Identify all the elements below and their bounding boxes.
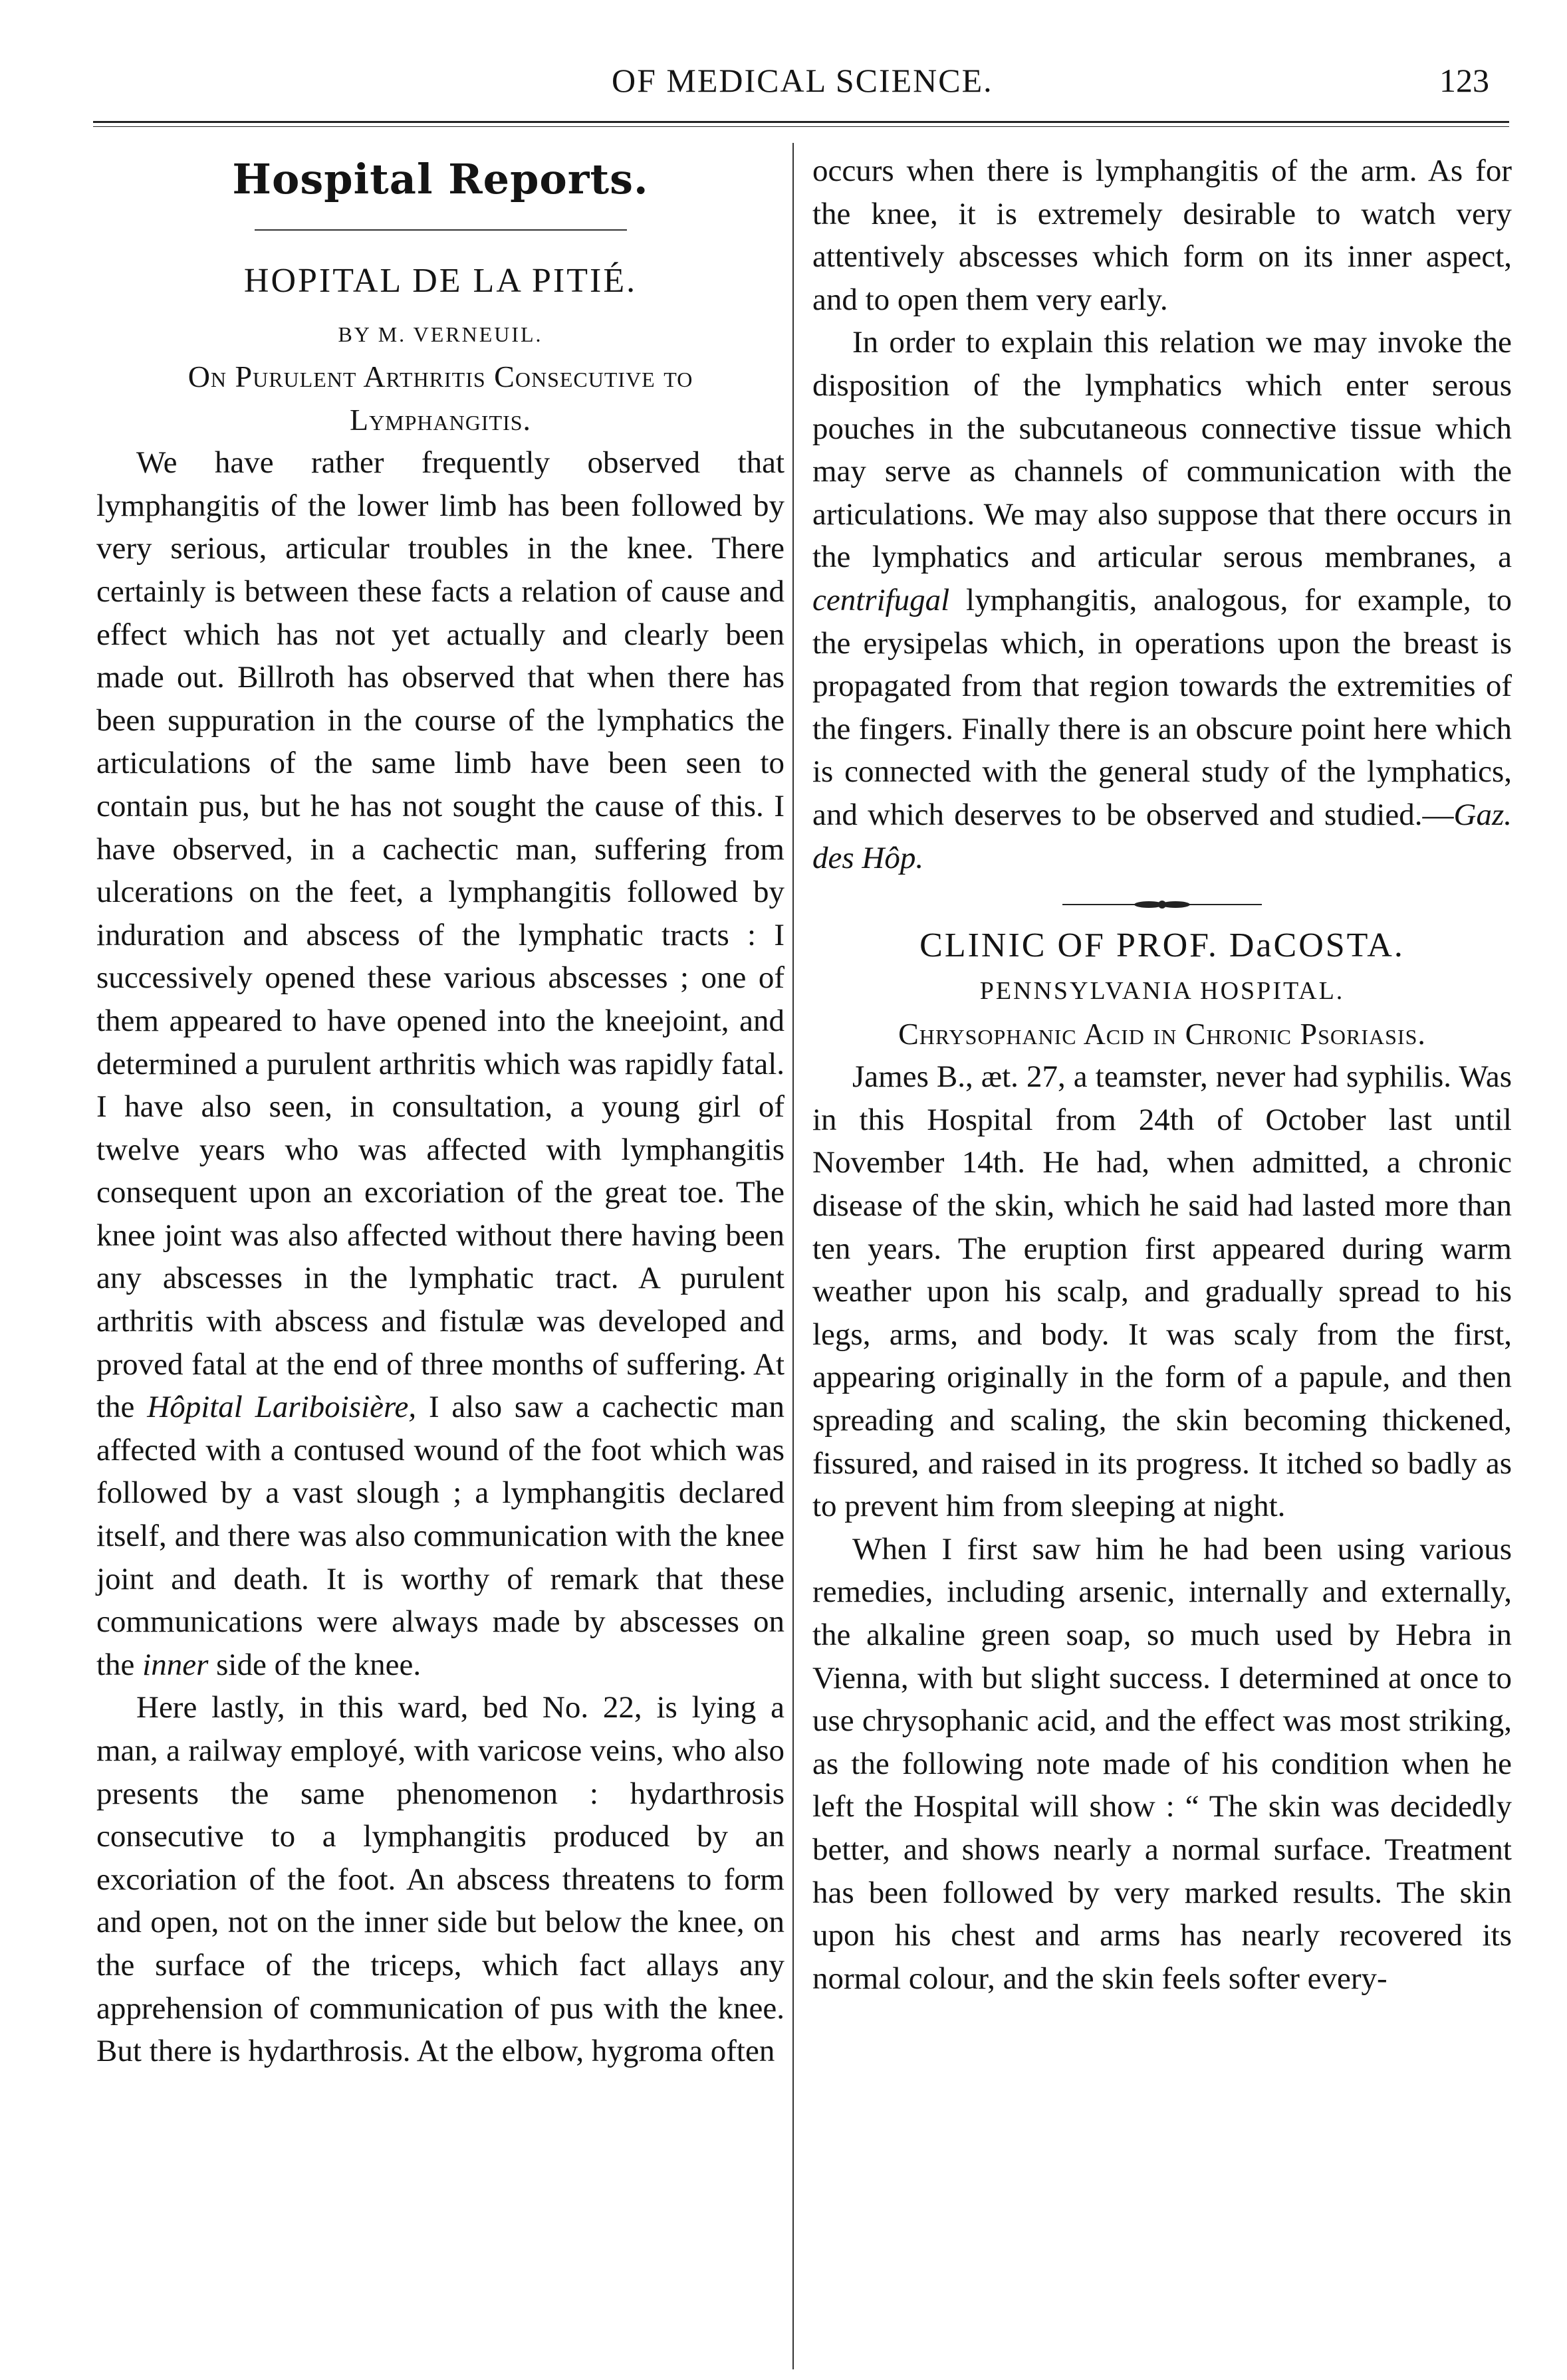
paragraph: occurs when there is lymphangitis of the arm. As for the knee, it is extremely desirable to watch very attentively abscesses which form on its inner aspect, and to open them very early. [812, 154, 1512, 317]
clinic-heading: CLINIC OF PROF. DaCOSTA. [919, 926, 1405, 965]
ornament-icon [1062, 898, 1262, 911]
running-head [93, 61, 1509, 114]
paragraph [812, 321, 1512, 879]
paragraph: Here lastly, in this ward, bed No. 22, is lying a man, a railway employé, with varicose veins, who also presents the same phenomenon : hydarthrosis consecutive to a lymphangitis produced by an excoriation of the foot. An abscess threatens to form and open, not on the inner side but below the knee, on the surface of the triceps, which fact allays any apprehension of communication of pus with the knee. But there is hydarthrosis. At the elbow, hygroma often [96, 1690, 784, 2069]
italic-text: centrifugal [812, 582, 950, 617]
page-number: 123 [1439, 62, 1489, 99]
section-title: Hospital Reports. [232, 155, 649, 203]
italic-text: Hôpital Lariboisière, [147, 1390, 417, 1425]
running-title: OF MEDICAL SCIENCE. [612, 62, 993, 99]
hospital-heading: HOPITAL DE LA PITIÉ. [243, 262, 638, 300]
italic-text: inner [142, 1647, 209, 1682]
right-column [812, 150, 1512, 2000]
section-rule [255, 229, 627, 231]
italic-text: Gaz. des Hôp. [812, 797, 1512, 875]
text-run: We have rather frequently observed that lymphangitis of the lower limb has been followed by very serious, articular troubles in the knee. There certainly is between these facts a relation of cause and effect which has not yet actually and clearly been made out. Billroth has observed that when there has been suppuration in the course of the lymphatics the articulations of the same limb have been seen to contain pus, but he has not sought the cause of this. I have observed, in a cachectic man, suffering from ulcerations on the feet, a lymphangitis followed by induration and abscess of the lymphatic tracts : I successively opened these various abscesses ; one of them appeared to have opened into the kneejoint, and determined a purulent arthritis which was rapidly fatal. I have also seen, in consultation, a young girl of twelve years who was affected with lymphangitis consequent upon an excoriation of the great toe. The knee joint was also affected without there having been any abscesses in the lymphatic tract. A purulent arthritis with abscess and fistulæ was developed and proved fatal at the end of three months of suffering. At the [96, 445, 784, 1425]
paragraph: When I first saw him he had been using various remedies, including arsenic, internally and externally, the alkaline green soap, so much used by Hebra in Vienna, with but slight success. I determined at once to use chrysophanic acid, and the effect was most striking, as the following note made of his condition when he left the Hospital will show : “ The skin was decidedly better, and shows nearly a normal surface. Treatment has been followed by very marked results. The skin upon his chest and arms has nearly recovered its normal colour, and the skin feels softer every- [812, 1531, 1512, 1996]
paragraph: James B., æt. 27, a teamster, never had syphilis. Was in this Hospital from 24th of October last until November 14th. He had, when admitted, a chronic disease of the skin, which he said had lasted more than ten years. The eruption first appeared during warm weather upon his scalp, and gradually spread to his legs, arms, and body. It was scaly from the first, appearing originally in the form of a papule, and then spreading and scaling, the skin becoming thickened, fissured, and raised in its progress. It itched so badly as to prevent him from sleeping at night. [812, 1059, 1512, 1524]
hospital-name: PENNSYLVANIA HOSPITAL. [979, 977, 1345, 1006]
header-rule-thin [93, 126, 1509, 127]
header-rule [93, 121, 1509, 123]
left-column [96, 150, 784, 2073]
column-divider [792, 143, 794, 2369]
text-run: lymphangitis, analogous, for example, to the erysipelas which, in operations upon the breast is propagated from that region towards the extremities of the fingers. Finally there is an obscure point here which is connected with the general study of the lymphatics, and which deserves to be observed and studied.— [812, 582, 1512, 832]
byline: BY M. VERNEUIL. [338, 322, 543, 346]
paragraph [96, 441, 784, 1686]
article-title: On Purulent Arthritis Consecutive to Lymphangitis. [187, 360, 693, 437]
text-run: In order to explain this relation we may invoke the disposition of the lymphatics which enter serous pouches in the subcutaneous connective tissue which may serve as channels of communication with the articulations. We may also suppose that there occurs in the lymphatics and articular serous membranes, a [812, 325, 1512, 575]
case-title: Chrysophanic Acid in Chronic Psoriasis. [898, 1016, 1426, 1051]
ornament-divider [812, 889, 1512, 915]
text-run: side of the knee. [216, 1647, 422, 1682]
text-run: I also saw a cachectic man affected with a contused wound of the foot which was followed by a vast slough ; a lymphangitis declared itself, and there was also communication with the knee joint and death. It is worthy of remark that these communications were always made by abscesses on the [96, 1390, 785, 1682]
